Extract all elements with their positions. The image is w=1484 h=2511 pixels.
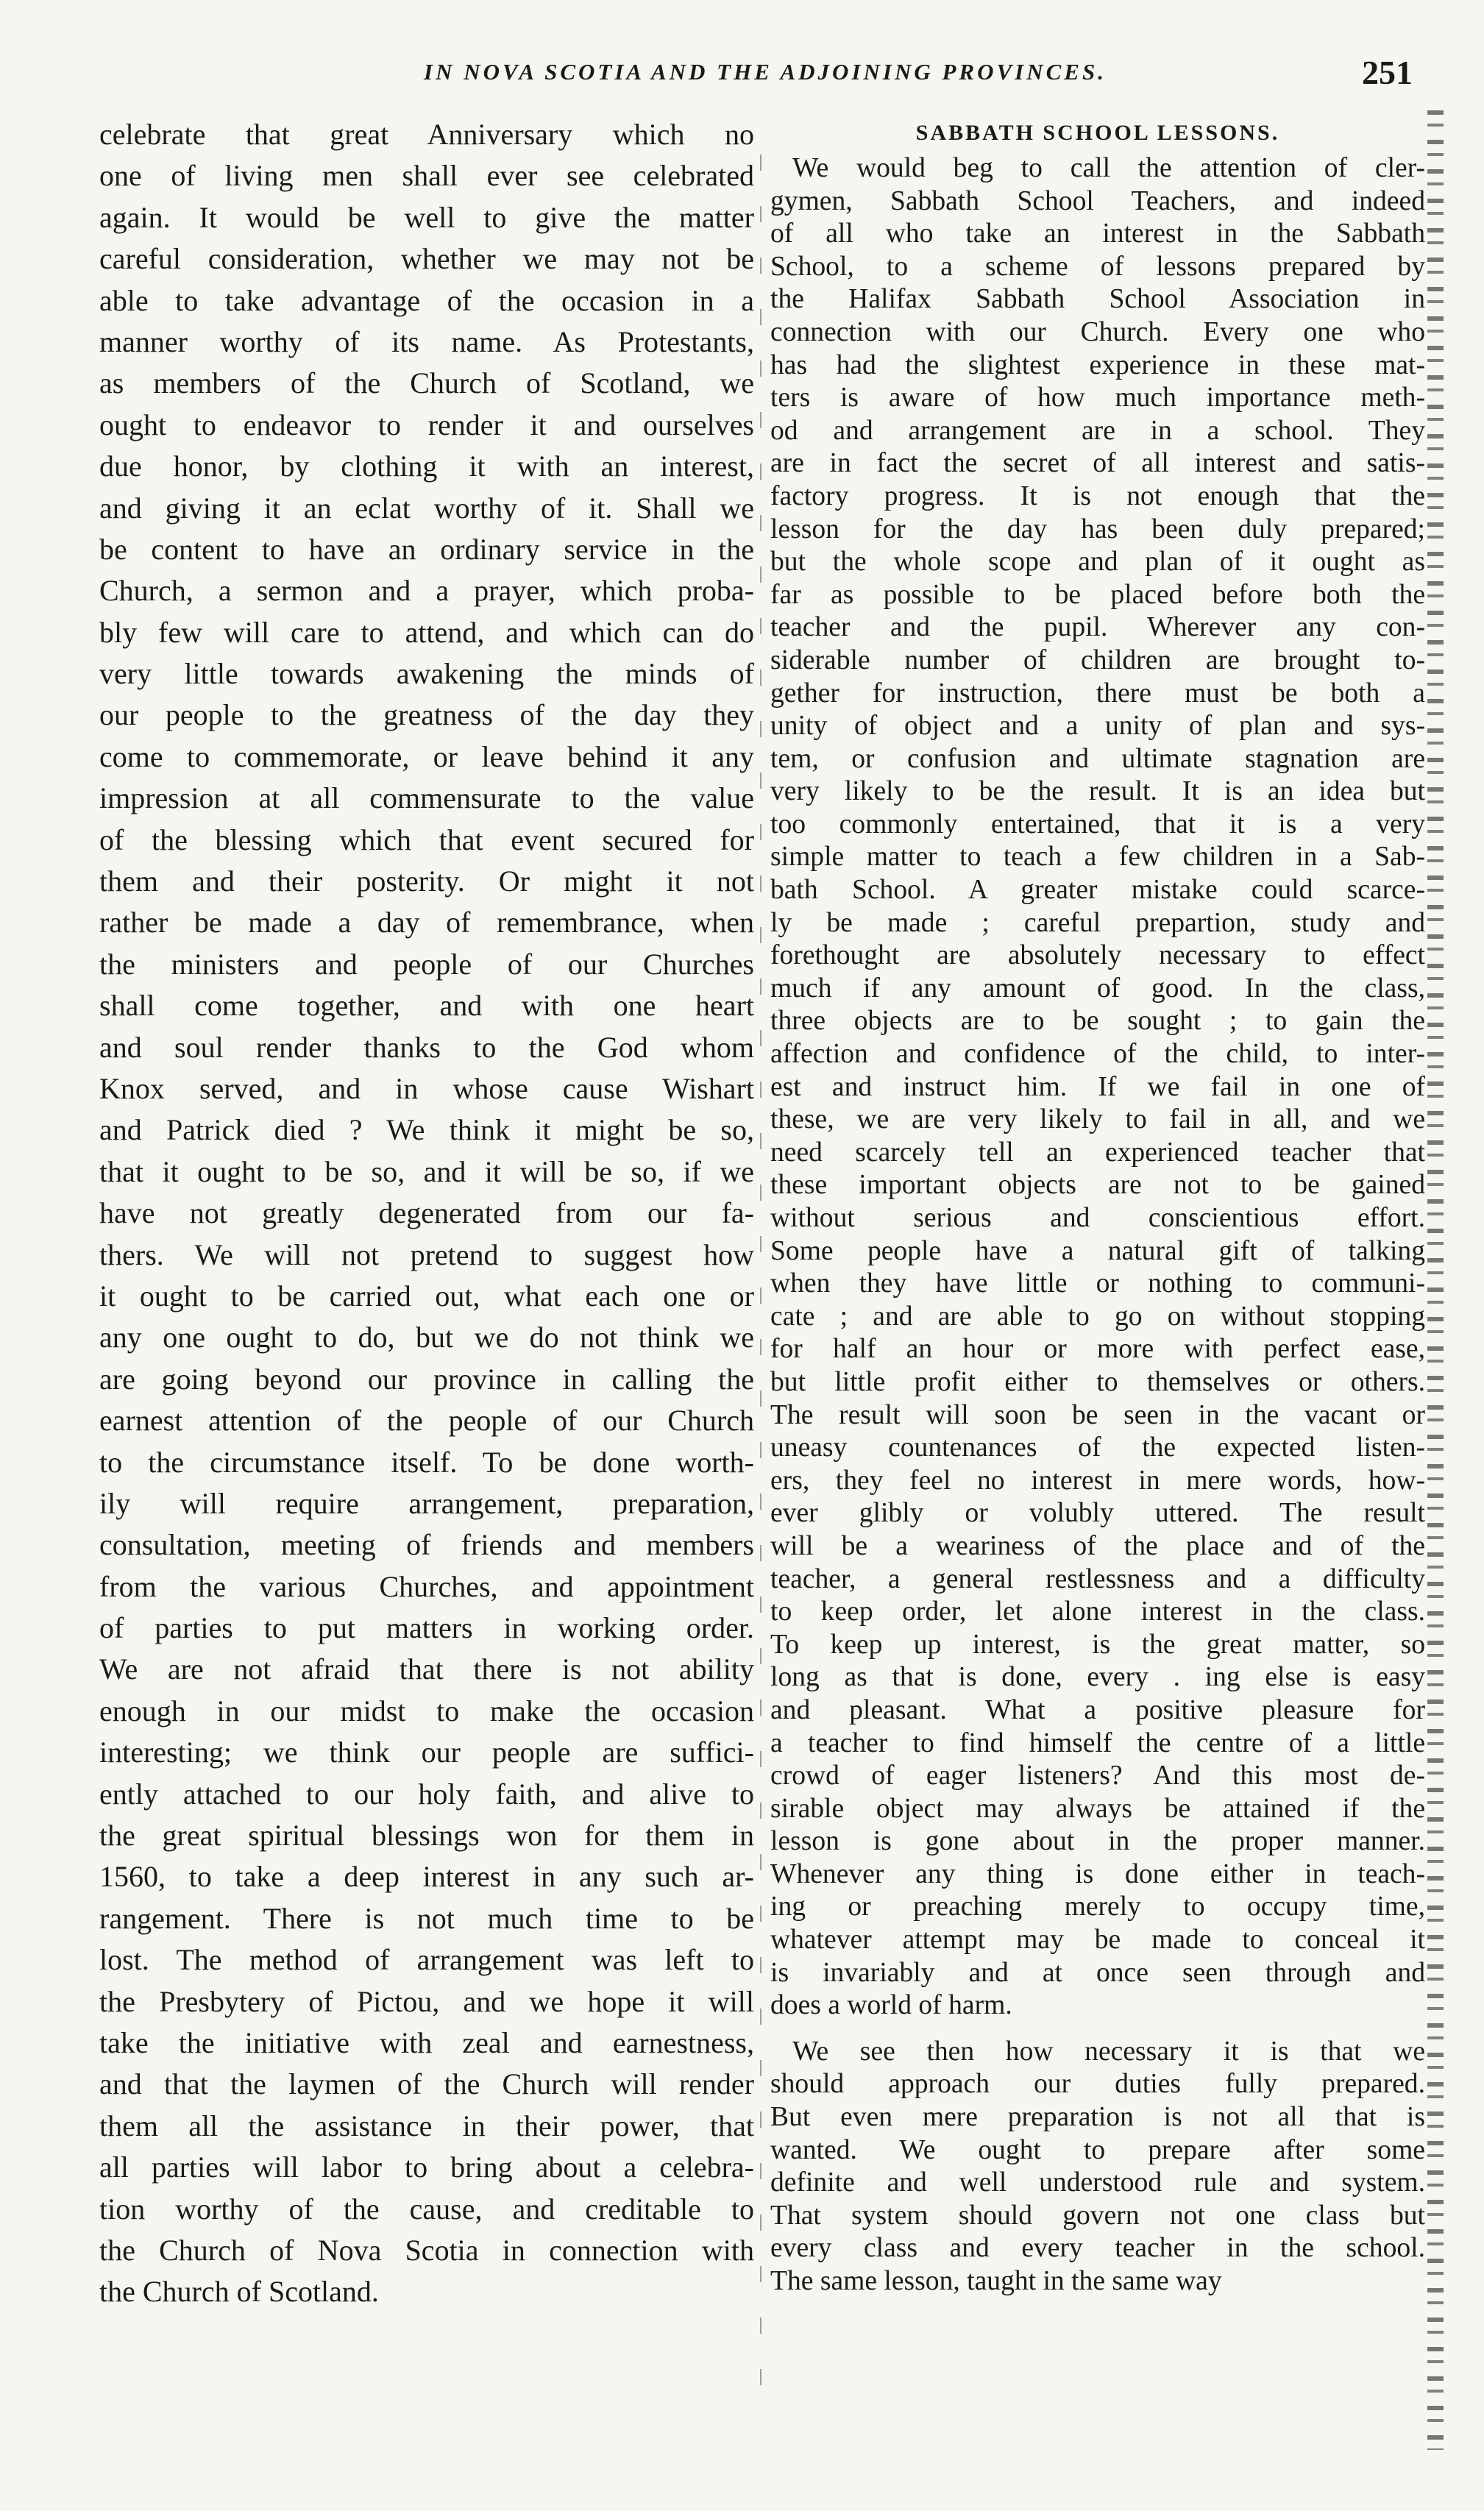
text-line: Whenever any thing is done either in teach- bbox=[770, 1858, 1425, 1889]
text-line: teacher, a general restlessness and a difficulty bbox=[770, 1563, 1425, 1594]
text-line: have not greatly degenerated from our fa- bbox=[99, 1196, 754, 1230]
text-line: should approach our duties fully prepared. bbox=[770, 2069, 1425, 2100]
text-line: siderable number of children are brought to- bbox=[770, 644, 1425, 675]
text-line: ing or preaching merely to occupy time, bbox=[770, 1892, 1425, 1922]
text-line: interesting; we think our people are suffici- bbox=[99, 1736, 754, 1769]
text-line: come to commemorate, or leave behind it any bbox=[99, 739, 754, 773]
text-line: celebrate that great Anniversary which no bbox=[99, 118, 754, 151]
text-line: But even mere preparation is not all that is bbox=[770, 2102, 1425, 2133]
text-line: ought to endeavor to render it and ourselves bbox=[99, 408, 754, 441]
text-line: affection and confidence of the child, to inter- bbox=[770, 1039, 1425, 1070]
text-line: lost. The method of arrangement was left to bbox=[99, 1943, 754, 1977]
text-line: of all who take an interest in the Sabbath bbox=[770, 219, 1425, 249]
text-line: tem, or confusion and ultimate stagnation are bbox=[770, 743, 1425, 774]
text-line: We see then how necessary it is that we bbox=[792, 2036, 1425, 2067]
text-line: these important objects are not to be gained bbox=[770, 1170, 1425, 1201]
text-line: manner worthy of its name. As Protestants, bbox=[99, 324, 754, 358]
paragraph-gap bbox=[770, 2022, 1425, 2036]
text-line: teacher and the pupil. Wherever any con- bbox=[770, 612, 1425, 643]
text-line: the great spiritual blessings won for them in bbox=[99, 1819, 754, 1853]
text-line: take the initiative with zeal and earnestness, bbox=[99, 2025, 754, 2059]
text-line: We are not afraid that there is not ability bbox=[99, 1652, 754, 1686]
text-line: much if any amount of good. In the class, bbox=[770, 973, 1425, 1004]
text-line: be content to have an ordinary service in the bbox=[99, 532, 754, 566]
text-line: of parties to put matters in working order. bbox=[99, 1611, 754, 1645]
page-number: 251 bbox=[1362, 54, 1413, 91]
text-line: a teacher to find himself the centre of a little bbox=[770, 1727, 1425, 1758]
text-line: lesson for the day has been duly prepared; bbox=[770, 514, 1425, 544]
text-line: from the various Churches, and appointment bbox=[99, 1569, 754, 1603]
text-line: but little profit either to themselves or others. bbox=[770, 1366, 1425, 1397]
text-line: the Presbytery of Pictou, and we hope it will bbox=[99, 1984, 754, 2018]
text-line: and soul render thanks to the God whom bbox=[99, 1030, 754, 1064]
text-line: the ministers and people of our Churches bbox=[99, 947, 754, 981]
text-line: The result will soon be seen in the vacant or bbox=[770, 1399, 1425, 1430]
page-edge-bleed bbox=[1427, 110, 1444, 2450]
text-line: Knox served, and in whose cause Wishart bbox=[99, 1071, 754, 1105]
text-line: very likely to be the result. It is an idea but bbox=[770, 776, 1425, 807]
right-column bbox=[770, 114, 1425, 2298]
text-line: That system should govern not one class but bbox=[770, 2200, 1425, 2231]
text-line: the Church of Scotland. bbox=[99, 2275, 379, 2309]
text-line: due honor, by clothing it with an interest, bbox=[99, 450, 754, 483]
text-line: again. It would be well to give the matter bbox=[99, 200, 754, 234]
text-line: ters is aware of how much importance meth- bbox=[770, 383, 1425, 413]
text-line: shall come together, and with one heart bbox=[99, 989, 754, 1023]
text-line: when they have little or nothing to communi- bbox=[770, 1268, 1425, 1299]
text-line: any one ought to do, but we do not think we bbox=[99, 1321, 754, 1354]
text-line: as members of the Church of Scotland, we bbox=[99, 366, 754, 400]
text-line: that it ought to be so, and it will be so, if we bbox=[99, 1154, 754, 1188]
text-line: does a world of harm. bbox=[770, 1990, 1012, 2021]
text-line: careful consideration, whether we may not be bbox=[99, 242, 754, 276]
text-line: factory progress. It is not enough that the bbox=[770, 480, 1425, 511]
text-line: gymen, Sabbath School Teachers, and indeed bbox=[770, 185, 1425, 216]
text-line: unity of object and a unity of plan and sys- bbox=[770, 711, 1425, 742]
text-line: est and instruct him. If we fail in one of bbox=[770, 1071, 1425, 1102]
text-line: one of living men shall ever see celebrated bbox=[99, 159, 754, 193]
text-line: to the circumstance itself. To be done worth- bbox=[99, 1445, 754, 1479]
text-line: Church, a sermon and a prayer, which proba- bbox=[99, 574, 754, 608]
text-line: long as that is done, every . ing else is easy bbox=[770, 1662, 1425, 1693]
text-line: earnest attention of the people of our Church bbox=[99, 1404, 754, 1438]
text-line: We would beg to call the attention of cler- bbox=[792, 153, 1425, 183]
text-line: able to take advantage of the occasion in a bbox=[99, 283, 754, 317]
text-line: School, to a scheme of lessons prepared by bbox=[770, 251, 1425, 282]
text-line: and that the laymen of the Church will render bbox=[99, 2067, 754, 2101]
text-line: consultation, meeting of friends and members bbox=[99, 1528, 754, 1562]
text-line: gether for instruction, there must be both a bbox=[770, 678, 1425, 708]
text-line: three objects are to be sought ; to gain the bbox=[770, 1006, 1425, 1037]
text-line: wanted. We ought to prepare after some bbox=[770, 2134, 1425, 2165]
text-line: To keep up interest, is the great matter, so bbox=[770, 1629, 1425, 1660]
text-line: connection with our Church. Every one who bbox=[770, 316, 1425, 347]
text-line: far as possible to be placed before both the bbox=[770, 579, 1425, 610]
text-line: ly be made ; careful prepartion, study and bbox=[770, 907, 1425, 938]
text-line: enough in our midst to make the occasion bbox=[99, 1694, 754, 1727]
text-line: need scarcely tell an experienced teacher that bbox=[770, 1137, 1425, 1168]
text-line: uneasy countenances of the expected listen- bbox=[770, 1432, 1425, 1463]
section-title: SABBATH SCHOOL LESSONS. bbox=[915, 121, 1280, 145]
text-line: 1560, to take a deep interest in any such ar- bbox=[99, 1860, 754, 1894]
text-line: and giving it an eclat worthy of it. Shall we bbox=[99, 491, 754, 525]
text-line: bly few will care to attend, and which can do bbox=[99, 615, 754, 649]
text-line: The same lesson, taught in the same way bbox=[770, 2266, 1222, 2296]
text-line: rather be made a day of remembrance, when bbox=[99, 906, 754, 940]
text-line: definite and well understood rule and system. bbox=[770, 2167, 1425, 2198]
text-line: od and arrangement are in a school. They bbox=[770, 415, 1425, 446]
text-line: of the blessing which that event secured for bbox=[99, 823, 754, 856]
text-line: them and their posterity. Or might it not bbox=[99, 864, 754, 898]
text-line: are in fact the secret of all interest and satis- bbox=[770, 448, 1425, 479]
paragraph bbox=[770, 152, 1425, 2022]
text-line: ily will require arrangement, preparation, bbox=[99, 1486, 754, 1520]
text-line: but the whole scope and plan of it ought as bbox=[770, 547, 1425, 578]
text-line: rangement. There is not much time to be bbox=[99, 1901, 754, 1935]
text-line: impression at all commensurate to the value bbox=[99, 781, 754, 815]
text-line: too commonly entertained, that it is a very bbox=[770, 809, 1425, 839]
text-line: ever glibly or volubly uttered. The result bbox=[770, 1498, 1425, 1529]
text-line: ently attached to our holy faith, and alive to bbox=[99, 1777, 754, 1811]
text-line: the Halifax Sabbath School Association in bbox=[770, 284, 1425, 315]
text-line: and Patrick died ? We think it might be so, bbox=[99, 1113, 754, 1147]
text-line: without serious and conscientious effort. bbox=[770, 1203, 1425, 1233]
text-line: simple matter to teach a few children in a Sab- bbox=[770, 842, 1425, 873]
text-line: our people to the greatness of the day they bbox=[99, 698, 754, 732]
left-column bbox=[99, 114, 754, 2313]
text-line: every class and every teacher in the school. bbox=[770, 2233, 1425, 2264]
text-line: tion worthy of the cause, and creditable to bbox=[99, 2192, 754, 2226]
text-line: cate ; and are able to go on without stopping bbox=[770, 1301, 1425, 1332]
running-head bbox=[110, 53, 1413, 97]
text-line: bath School. A greater mistake could scarce- bbox=[770, 875, 1425, 906]
text-line: for half an hour or more with perfect ease, bbox=[770, 1334, 1425, 1365]
text-line: lesson is gone about in the proper manner. bbox=[770, 1826, 1425, 1857]
text-line: sirable object may always be attained if the bbox=[770, 1793, 1425, 1824]
text-line: the Church of Nova Scotia in connection with bbox=[99, 2233, 754, 2267]
text-line: is invariably and at once seen through and bbox=[770, 1957, 1425, 1988]
column-divider bbox=[760, 155, 761, 2413]
text-line: are going beyond our province in calling the bbox=[99, 1362, 754, 1396]
text-line: them all the assistance in their power, that bbox=[99, 2109, 754, 2142]
text-line: all parties will labor to bring about a celebra- bbox=[99, 2150, 754, 2184]
text-line: will be a weariness of the place and of the bbox=[770, 1530, 1425, 1561]
text-line: it ought to be carried out, what each one or bbox=[99, 1279, 754, 1313]
text-line: thers. We will not pretend to suggest how bbox=[99, 1237, 754, 1271]
text-line: Some people have a natural gift of talking bbox=[770, 1235, 1425, 1266]
text-line: forethought are absolutely necessary to effect bbox=[770, 940, 1425, 971]
text-line: whatever attempt may be made to conceal it bbox=[770, 1925, 1425, 1956]
text-line: has had the slightest experience in these mat- bbox=[770, 349, 1425, 380]
text-line: these, we are very likely to fail in all, and we bbox=[770, 1104, 1425, 1135]
text-line: and pleasant. What a positive pleasure for bbox=[770, 1694, 1425, 1725]
paragraph bbox=[770, 2036, 1425, 2298]
text-line: to keep order, let alone interest in the class. bbox=[770, 1597, 1425, 1627]
text-line: ers, they feel no interest in mere words, how- bbox=[770, 1465, 1425, 1496]
text-line: crowd of eager listeners? And this most de- bbox=[770, 1761, 1425, 1791]
running-title: IN NOVA SCOTIA AND THE ADJOINING PROVINCES. bbox=[424, 59, 1107, 85]
text-line: very little towards awakening the minds of bbox=[99, 657, 754, 691]
